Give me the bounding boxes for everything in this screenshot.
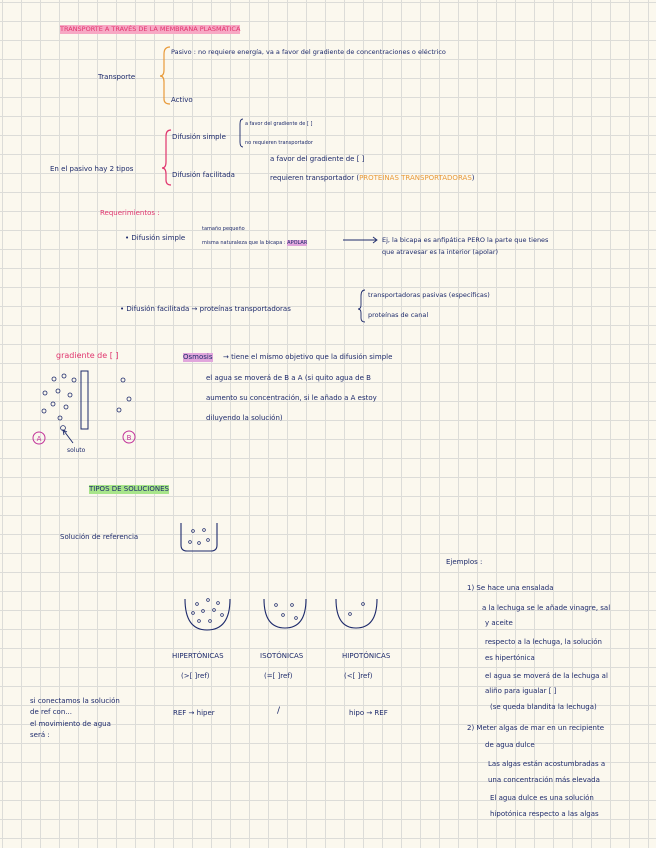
osmosis-line-1: → tiene el mismo objetivo que la difusión simple bbox=[223, 353, 393, 361]
facilitada-point-2-close: ) bbox=[471, 174, 475, 182]
page-title: TRANSPORTE A TRAVÉS DE LA MEMBRANA PLASMÁTICA bbox=[60, 25, 241, 33]
ejemplo-1-line-1: a la lechuga se le añade vinagre, sal bbox=[482, 604, 611, 612]
ejemplo-2-line-3: una concentración más elevada bbox=[488, 776, 600, 784]
simple-point-2: no requieren transportador bbox=[245, 140, 313, 146]
iso-symbol: (=[ ]ref) bbox=[264, 672, 293, 680]
label-a: A bbox=[36, 435, 42, 443]
ejemplo-2-line-5: hipotónica respecto a las algas bbox=[490, 810, 599, 818]
solucion-referencia-label: Solución de referencia bbox=[60, 533, 139, 541]
difusion-facilitada-label: Difusión facilitada bbox=[172, 171, 235, 179]
ejemplo-2-line-4: El agua dulce es una solución bbox=[490, 794, 594, 802]
note-line-3: el movimiento de agua bbox=[30, 720, 111, 728]
movimiento-iso: / bbox=[277, 706, 281, 716]
proteinas-transportadoras-label: PROTEÍNAS TRANSPORTADORAS bbox=[359, 174, 472, 182]
apolar-highlight: APOLAR bbox=[287, 240, 308, 246]
hipo-beaker bbox=[336, 599, 377, 628]
req-simple-b-text: misma naturaleza que la bicapa : bbox=[202, 240, 286, 246]
facilitada-bracket bbox=[358, 290, 365, 322]
osmosis-line-2: el agua se moverá de B a A (si quito agua de B bbox=[206, 374, 371, 382]
hiper-label: HIPERTÓNICAS bbox=[172, 652, 224, 660]
soluciones-title: TIPOS DE SOLUCIONES bbox=[89, 485, 169, 493]
hipo-symbol: (<[ ]ref) bbox=[344, 672, 373, 680]
req-facilitada-b: proteínas de canal bbox=[368, 311, 429, 319]
gradiente-title: gradiente de [ ] bbox=[56, 351, 119, 360]
iso-beaker bbox=[264, 599, 306, 628]
req-simple-c1: Ej, la bicapa es anfipática PERO la parte que tienes bbox=[382, 236, 549, 244]
ejemplo-1-line-5: el agua se moverá de la lechuga al bbox=[485, 672, 608, 680]
ejemplo-1-line-7: (se queda blandita la lechuga) bbox=[490, 703, 597, 711]
note-line-2: de ref con... bbox=[30, 708, 72, 716]
req-simple-a: tamaño pequeño bbox=[202, 226, 245, 232]
note-line-1: si conectamos la solución bbox=[30, 697, 120, 705]
ejemplos-title: Ejemplos : bbox=[446, 558, 483, 566]
note-line-4: será : bbox=[30, 731, 50, 739]
solute-dots bbox=[42, 374, 131, 430]
requerimientos-title: Requerimientos : bbox=[100, 209, 160, 217]
facilitada-point-2-text: requieren transportador ( bbox=[270, 174, 360, 182]
ejemplo-2-line-2: Las algas están acostumbradas a bbox=[488, 760, 606, 768]
transporte-bracket bbox=[160, 47, 170, 104]
hiper-symbol: (>[ ]ref) bbox=[181, 672, 210, 680]
movimiento-hipo: hipo → REF bbox=[349, 709, 388, 717]
req-simple-label: • Difusión simple bbox=[125, 234, 186, 242]
soluto-label: soluto bbox=[67, 447, 86, 454]
osmosis-term: Osmosis bbox=[183, 353, 213, 361]
simple-point-1: a favor del gradiente de [ ] bbox=[245, 121, 313, 127]
pasivo-tipos-label: En el pasivo hay 2 tipos bbox=[50, 165, 134, 173]
ejemplo-1-line-6: aliño para igualar [ ] bbox=[485, 687, 557, 695]
ejemplo-2-line-1: de agua dulce bbox=[485, 741, 535, 749]
hipo-label: HIPOTÓNICAS bbox=[342, 652, 391, 660]
osmosis-line-3: aumento su concentración, si le añado a A estoy bbox=[206, 394, 377, 402]
req-facilitada-a: transportadoras pasivas (específicas) bbox=[368, 291, 490, 299]
transporte-label: Transporte bbox=[98, 73, 136, 81]
ejemplo-2-title: 2) Meter algas de mar en un recipiente bbox=[467, 724, 605, 732]
tipos-bracket bbox=[162, 130, 171, 185]
soluto-arrow bbox=[64, 431, 73, 443]
simple-bracket bbox=[240, 119, 243, 147]
transporte-pasivo: Pasivo : no requiere energía, va a favor del gradiente de concentraciones o eléctrico bbox=[171, 48, 446, 56]
ejemplo-1-line-2: y aceite bbox=[485, 619, 513, 627]
reference-beaker bbox=[181, 523, 217, 551]
ejemplo-1-title: 1) Se hace una ensalada bbox=[467, 584, 554, 592]
difusion-simple-label: Difusión simple bbox=[172, 133, 226, 141]
facilitada-point-1: a favor del gradiente de [ ] bbox=[270, 155, 365, 163]
iso-label: ISOTÓNICAS bbox=[260, 652, 304, 660]
label-b: B bbox=[126, 434, 132, 442]
movimiento-hiper: REF → hiper bbox=[173, 709, 215, 717]
transporte-activo: Activo bbox=[171, 96, 193, 104]
ejemplo-1-line-3: respecto a la lechuga, la solución bbox=[485, 638, 602, 646]
membrane-rect bbox=[81, 371, 88, 429]
ejemplo-1-line-4: es hipertónica bbox=[485, 654, 535, 662]
req-facilitada-label: • Difusión facilitada → proteínas transportadoras bbox=[120, 305, 291, 313]
osmosis-line-4: diluyendo la solución) bbox=[206, 414, 283, 422]
req-simple-c2: que atravesar es la interior (apolar) bbox=[382, 248, 499, 256]
